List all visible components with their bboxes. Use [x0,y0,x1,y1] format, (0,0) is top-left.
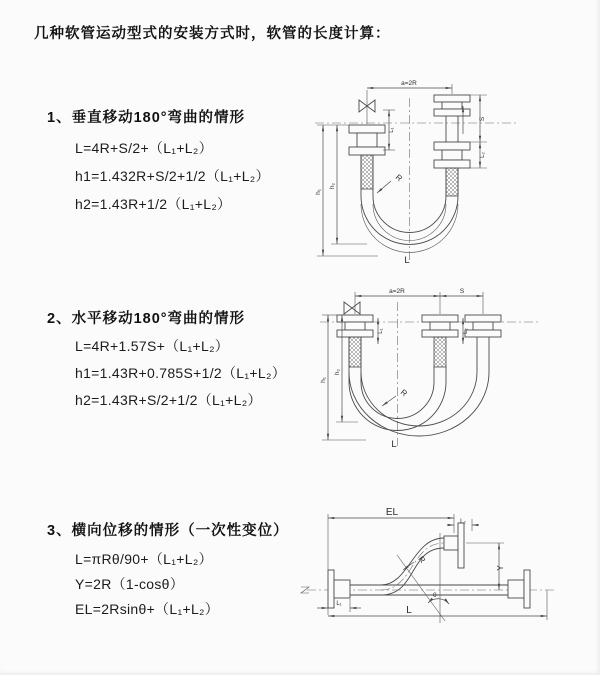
braided-hose-section [434,337,446,367]
formula-line: L=4R+S/2+（L₁+L₂） [75,140,213,156]
dim-label-h2: h₂ [334,368,341,376]
dim-label-fitting-left: L₁ [378,328,384,334]
length-label: L [406,605,412,616]
right-lower-flange [434,116,470,168]
dim-label-span: a=2R [401,80,417,87]
dim-label-h2: h₂ [329,182,336,190]
dim-label-fitting-right: L₂ [463,328,469,334]
formula-line: Y=2R（1-cosθ） [75,576,185,592]
section-2-heading: 2、水平移动180°弯曲的情形 [47,311,246,327]
left-flange [349,125,385,155]
radius-label: R [416,554,428,565]
diagram-horizontal-u-bend [306,282,596,452]
formula-line: h1=1.432R+S/2+1/2（L₁+L₂） [75,168,270,184]
radius-construction-line [397,555,445,621]
dim-label-fitting-left: L₁ [336,601,342,607]
formula-line: L=4R+1.57S+（L₁+L₂） [75,338,230,354]
middle-flange [422,315,458,337]
section-3-heading: 3、横向位移的情形（一次性变位） [47,523,289,539]
angle-arc [428,599,449,604]
hose-s-curve [350,538,444,595]
formula-line: EL=2Rsinθ+（L₁+L₂） [75,601,220,617]
page-title: 几种软管运动型式的安装方式时，软管的长度计算： [34,26,391,42]
section-1-heading: 1、垂直移动180°弯曲的情形 [47,110,246,126]
formula-line: h1=1.43R+0.785S+1/2（L₁+L₂） [75,365,286,381]
length-label: L [404,255,410,266]
formula-line: h2=1.43R+1/2（L₁+L₂） [75,196,232,212]
dim-label-el: EL [385,507,399,518]
formula-line: h2=1.43R+S/2+1/2（L₁+L₂） [75,392,262,408]
braided-hose-section [349,337,361,367]
dim-label-span: a=2R [389,288,405,295]
dim-label-h1: h₁ [315,189,322,195]
angle-label: θ [433,592,437,599]
braided-hose-section [361,155,373,189]
dim-label-stroke: S [479,116,486,122]
formula-line: L=πRθ/90+（L₁+L₂） [75,551,213,567]
diagram-vertical-u-bend [303,76,593,266]
right-upper-flange [434,95,470,116]
radius-label: R [398,387,409,399]
radius-label: R [393,172,404,184]
braided-hose-section [446,168,458,196]
dim-label-h1: h₁ [320,377,327,383]
dim-label-y: Y [496,565,505,571]
hose-u-curves [349,337,489,436]
diagram-lateral-displacement [297,503,597,633]
dim-label-fitting-right: L₂ [460,519,466,525]
length-label: L [391,439,397,450]
right-flange [465,315,501,337]
dim-label-stroke: S [459,288,465,295]
dim-label-fitting-left: L₁ [389,127,395,133]
left-flange [337,315,373,337]
valve-icon [344,302,360,314]
dim-label-fitting-right: L₂ [480,152,486,158]
